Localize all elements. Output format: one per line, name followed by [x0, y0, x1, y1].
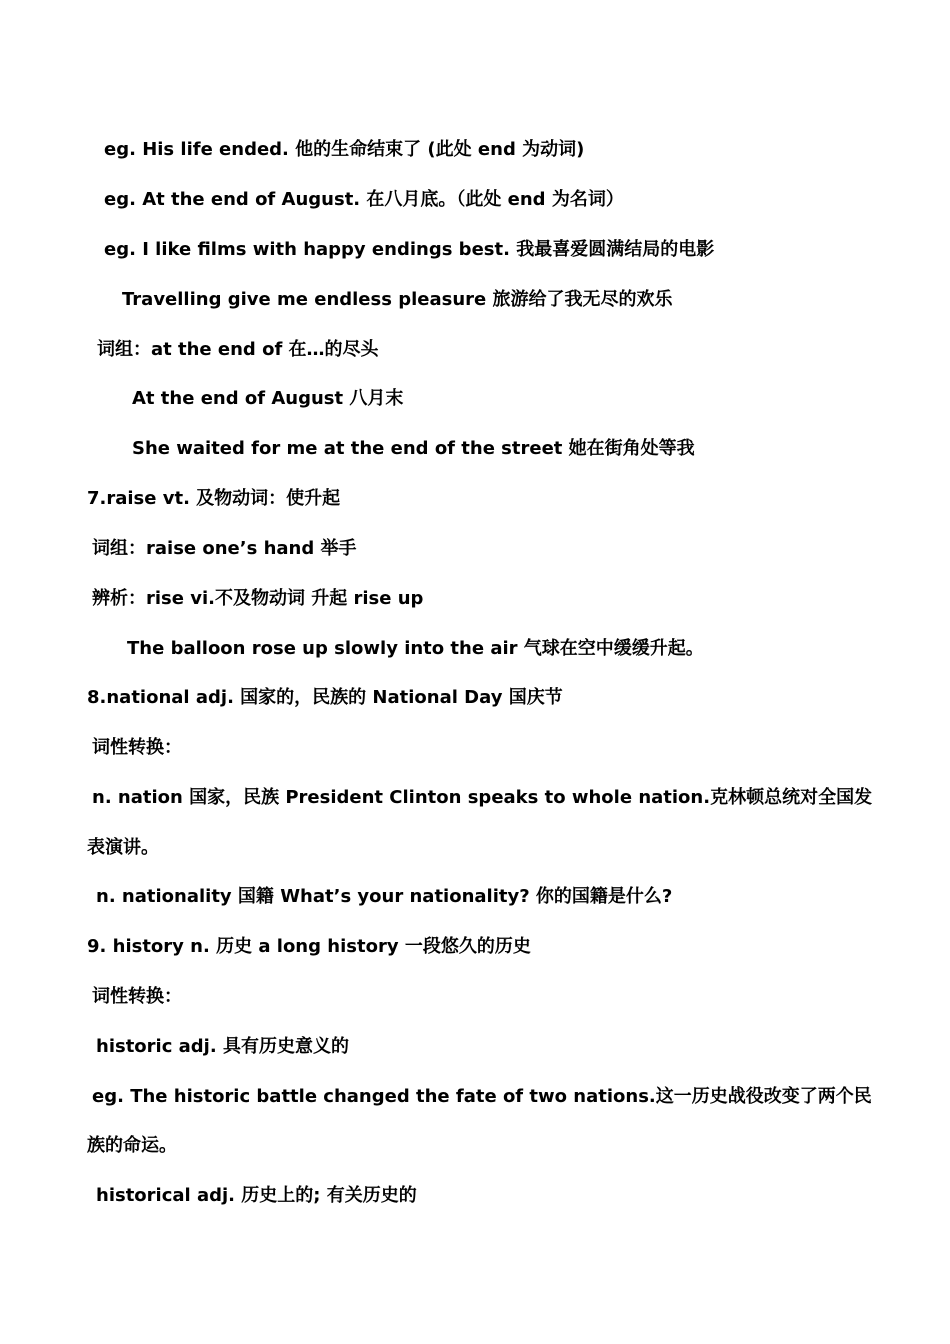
text-line-raise-phrase: 词组：raise one’s hand 举手 — [92, 538, 357, 559]
text-line-nation-example-cont: 表演讲。 — [87, 837, 159, 858]
text-line-word-conversion-1: 词性转换： — [92, 737, 182, 758]
text-line-word-conversion-2: 词性转换： — [92, 986, 182, 1007]
text-line-historic-example: eg. The historic battle changed the fate of two nations.这一历史战役改变了两个民 — [92, 1086, 872, 1107]
text-line-rise-analysis: 辨析：rise vi.不及物动词 升起 rise up — [92, 588, 424, 609]
text-line-endless-example: Travelling give me endless pleasure 旅游给了我无尽的欢乐 — [122, 289, 673, 310]
text-line-end-of-street: She waited for me at the end of the street 她在街角处等我 — [132, 438, 695, 459]
text-line-end-of-august: At the end of August 八月末 — [132, 388, 404, 409]
text-line-endings-example: eg. I like films with happy endings best. 我最喜爱圆满结局的电影 — [104, 239, 715, 260]
text-line-nation-example: n. nation 国家，民族 President Clinton speaks to whole nation.克林顿总统对全国发 — [92, 787, 873, 808]
heading-raise: 7.raise vt. 及物动词：使升起 — [87, 488, 341, 509]
text-line-phrase-at-the-end-of: 词组：at the end of 在…的尽头 — [97, 339, 379, 360]
heading-national: 8.national adj. 国家的，民族的 National Day 国庆节 — [87, 687, 563, 708]
text-line-historic-example-cont: 族的命运。 — [87, 1135, 177, 1156]
text-line-balloon-example: The balloon rose up slowly into the air 气球在空中缓缓升起。 — [127, 638, 704, 659]
text-line-nationality: n. nationality 国籍 What’s your nationality? 你的国籍是什么? — [96, 886, 673, 907]
text-line-end-verb-example: eg. His life ended. 他的生命结束了 (此处 end 为动词) — [104, 139, 585, 160]
text-line-historical: historical adj. 历史上的; 有关历史的 — [96, 1185, 417, 1206]
heading-history: 9. history n. 历史 a long history 一段悠久的历史 — [87, 936, 531, 957]
text-line-end-noun-example: eg. At the end of August. 在八月底。（此处 end 为名词） — [104, 189, 624, 210]
text-line-historic: historic adj. 具有历史意义的 — [96, 1036, 349, 1057]
